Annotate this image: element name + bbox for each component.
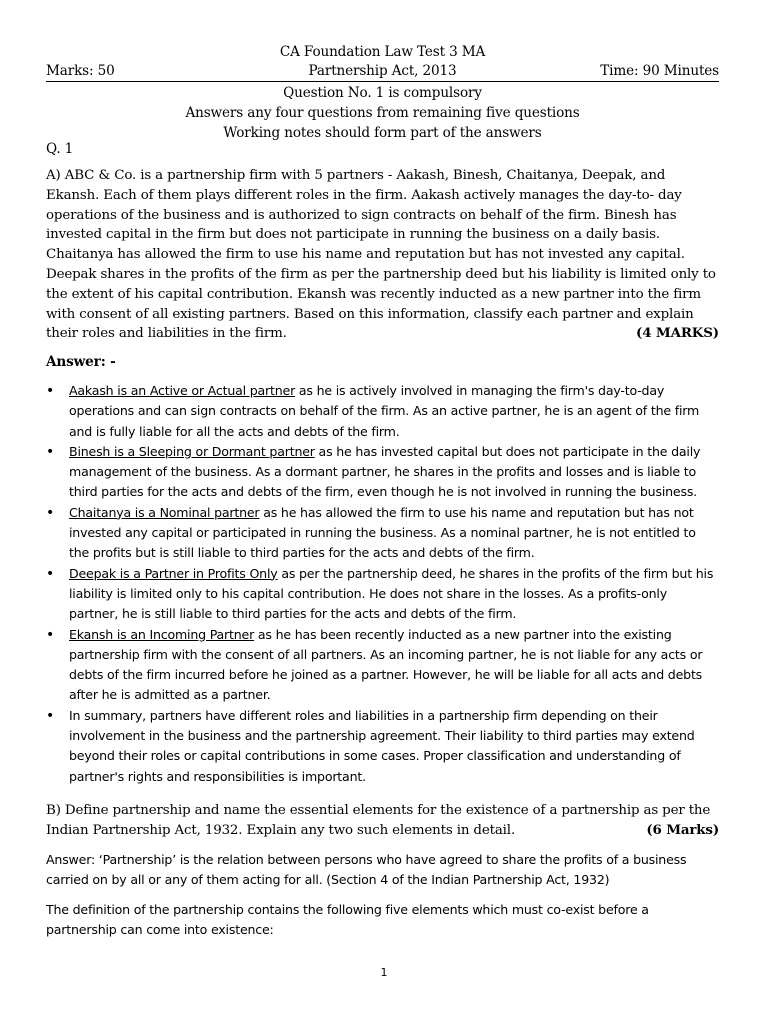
question-b-text: B) Define partnership and name the essential elements for the existence of a partnership as per the Indian Partnership Act, 1932. Explain any two such elements in detail.: [46, 803, 711, 838]
bullet-text: In summary, partners have different roles and liabilities in a partnership firm depending on their involvement in the business and the partnership agreement. Their liability to third parties may extend beyond their roles or capital contributions in some cases. Proper classification and understanding of partner's rights and responsibilities is important.: [69, 707, 695, 784]
instruction-line: Working notes should form part of the answers: [223, 125, 542, 141]
bullet-lead: Binesh is a Sleeping or Dormant partner: [69, 443, 315, 459]
question-a-text: A) ABC & Co. is a partnership firm with 5 partners - Aakash, Binesh, Chaitanya, Deepak, and Ekansh. Each of them plays different roles in the firm. Aakash actively manages the day-to- day operations of the business and is authorized to sign contracts on behalf of the firm. Binesh has invested capital in the firm but does not participate in running the business on a daily basis. Chaitanya has allowed the firm to use his name and reputation but has not invested any capital. Deepak shares in the profits of the firm as per the partnership deed but his liability is limited only to the extent of his capital contribution. Ekansh was recently inducted as a new partner into the firm with consent of all existing partners. Based on this information, classify each partner and explain their roles and liabilities in the firm.: [46, 168, 716, 342]
list-item: [46, 625, 719, 706]
bullet-text: as he has been recently inducted as a new partner into the existing partnership firm with the consent of all partners. As an incoming partner, he is not liable for any acts or debts of the firm incurred before he joined as a partner. However, he will be liable for all acts and debts after he is admitted as a partner.: [69, 626, 703, 703]
bullet-lead: Deepak is a Partner in Profits Only: [69, 565, 278, 581]
bullet-icon: •: [46, 565, 55, 582]
bullet-lead: Ekansh is an Incoming Partner: [69, 626, 255, 642]
instruction-line: Question No. 1 is compulsory: [283, 85, 482, 101]
list-item: [46, 503, 719, 564]
bullet-lead: Aakash is an Active or Actual partner: [69, 383, 296, 398]
header-info-row: [46, 62, 719, 82]
question-a-marks: (4 MARKS): [636, 325, 719, 342]
bullet-text: as he has invested capital but does not participate in the daily management of the business. As a dormant partner, he shares in the profits and losses and is liable to third parties for the acts and debts of the firm, even though he is not involved in running the business.: [69, 443, 701, 500]
list-item: [46, 564, 719, 625]
question-a: [46, 166, 719, 344]
question-b-marks: (6 Marks): [646, 821, 719, 838]
bullet-icon: •: [46, 504, 55, 521]
question-b: [46, 801, 719, 841]
answer-heading: Answer: -: [46, 354, 116, 370]
bullet-icon: •: [46, 443, 55, 460]
bullet-lead: Chaitanya is a Nominal partner: [69, 504, 260, 520]
definition-intro: The definition of the partnership contains the following five elements which must co-exist before a partnership can come into existence:: [46, 902, 649, 938]
bullet-text: as per the partnership deed, he shares in the profits of the firm but his liability is limited only to his capital contribution. He does not share in the losses. As a profits-only partner, he is still liable to third parties for the acts and debts of the firm.: [69, 565, 714, 622]
subject-label: Partnership Act, 2013: [308, 63, 457, 79]
test-title: CA Foundation Law Test 3 MA: [279, 44, 486, 60]
list-item: [46, 706, 719, 787]
instructions: [46, 83, 719, 143]
answer-b: Answer: ‘Partnership’ is the relation between persons who have agreed to share the profits of a business carried on by all or any of them acting for all. (Section 4 of the Indian Partnership Act, 1932): [46, 852, 687, 888]
page-number: 1: [380, 966, 388, 979]
bullet-icon: •: [46, 626, 55, 643]
question-number: Q. 1: [46, 141, 74, 157]
list-item: [46, 442, 719, 503]
bullet-text: as he is actively involved in managing the firm's day-to-day operations and can sign contracts on behalf of the firm. As an active partner, he is an agent of the firm and is fully liable for all the acts and debts of the firm.: [69, 383, 700, 439]
marks-label: Marks: 50: [46, 63, 115, 79]
bullet-text: as he has allowed the firm to use his name and reputation but has not invested any capital or participated in running the business. As a nominal partner, he is not entitled to the profits but is still liable to third parties for the acts and debts of the firm.: [69, 504, 696, 561]
list-item: [46, 381, 719, 442]
time-label: Time: 90 Minutes: [600, 63, 719, 79]
bullet-icon: •: [46, 707, 55, 724]
answer-bullet-list: [46, 381, 719, 787]
instruction-line: Answers any four questions from remaining five questions: [185, 105, 580, 121]
bullet-icon: •: [46, 383, 55, 399]
